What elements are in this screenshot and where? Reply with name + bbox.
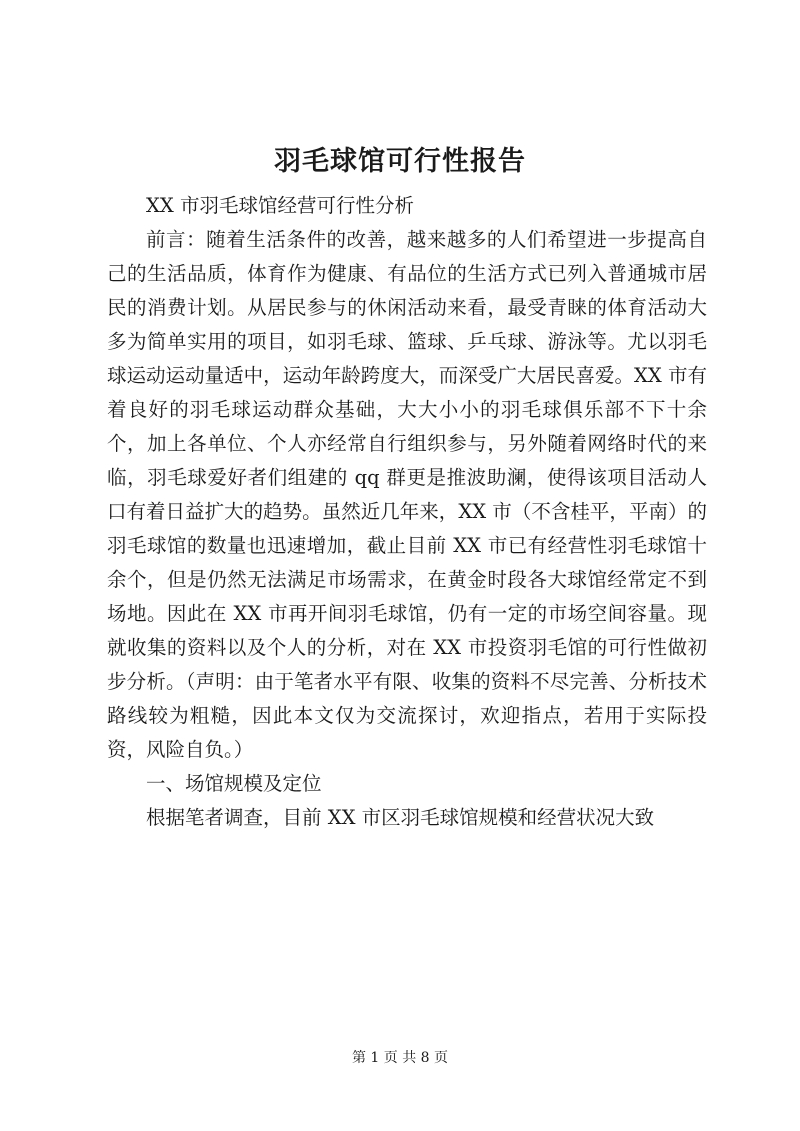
section-heading: 一、场馆规模及定位 [146, 772, 322, 795]
intro-paragraph: 前言：随着生活条件的改善，越来越多的人们希望进一步提高自己的生活品质，体育作为健康、有品位的生活方式已列入普通城市居民的消费计划。从居民参与的休闲活动来看，最受青睐的体育活动大多为简单实用的项目，如羽毛球、篮球、乒乓球、游泳等。尤以羽毛球运动运动量适中，运动年龄跨度大，而深受广大居民喜爱。XX 市有着良好的羽毛球运动群众基础，大大小小的羽毛球俱乐部不下十余个，加上各单位、个人亦经常自行组织参与，另外随着网络时代的来临，羽毛球爱好者们组建的 qq 群更是推波助澜，使得该项目活动人口有着日益扩大的趋势。虽然近几年来，XX 市（不含桂平，平南）的羽毛球馆的数量也迅速增加，截止目前 XX 市已有经营性羽毛球馆十余个，但是仍然无法满足市场需求，在黄金时段各大球馆经常定不到场地。因此在 XX 市再开间羽毛球馆，仍有一定的市场空间容量。现就收集的资料以及个人的分析，对在 XX 市投资羽毛馆的可行性做初步分析。（声明：由于笔者水平有限、收集的资料不尽完善、分析技术路线较为粗糙，因此本文仅为交流探讨，欢迎指点，若用于实际投资，风险自负。） [107, 228, 707, 761]
section-paragraph: 根据笔者调查，目前 XX 市区羽毛球馆规模和经营状况大致 [146, 806, 655, 829]
subtitle-paragraph: XX 市羽毛球馆经营可行性分析 [146, 194, 414, 217]
document-title: 羽毛球馆可行性报告 [274, 146, 526, 177]
page-footer: 第 1 页 共 8 页 [351, 1050, 449, 1066]
document-body [107, 189, 707, 835]
